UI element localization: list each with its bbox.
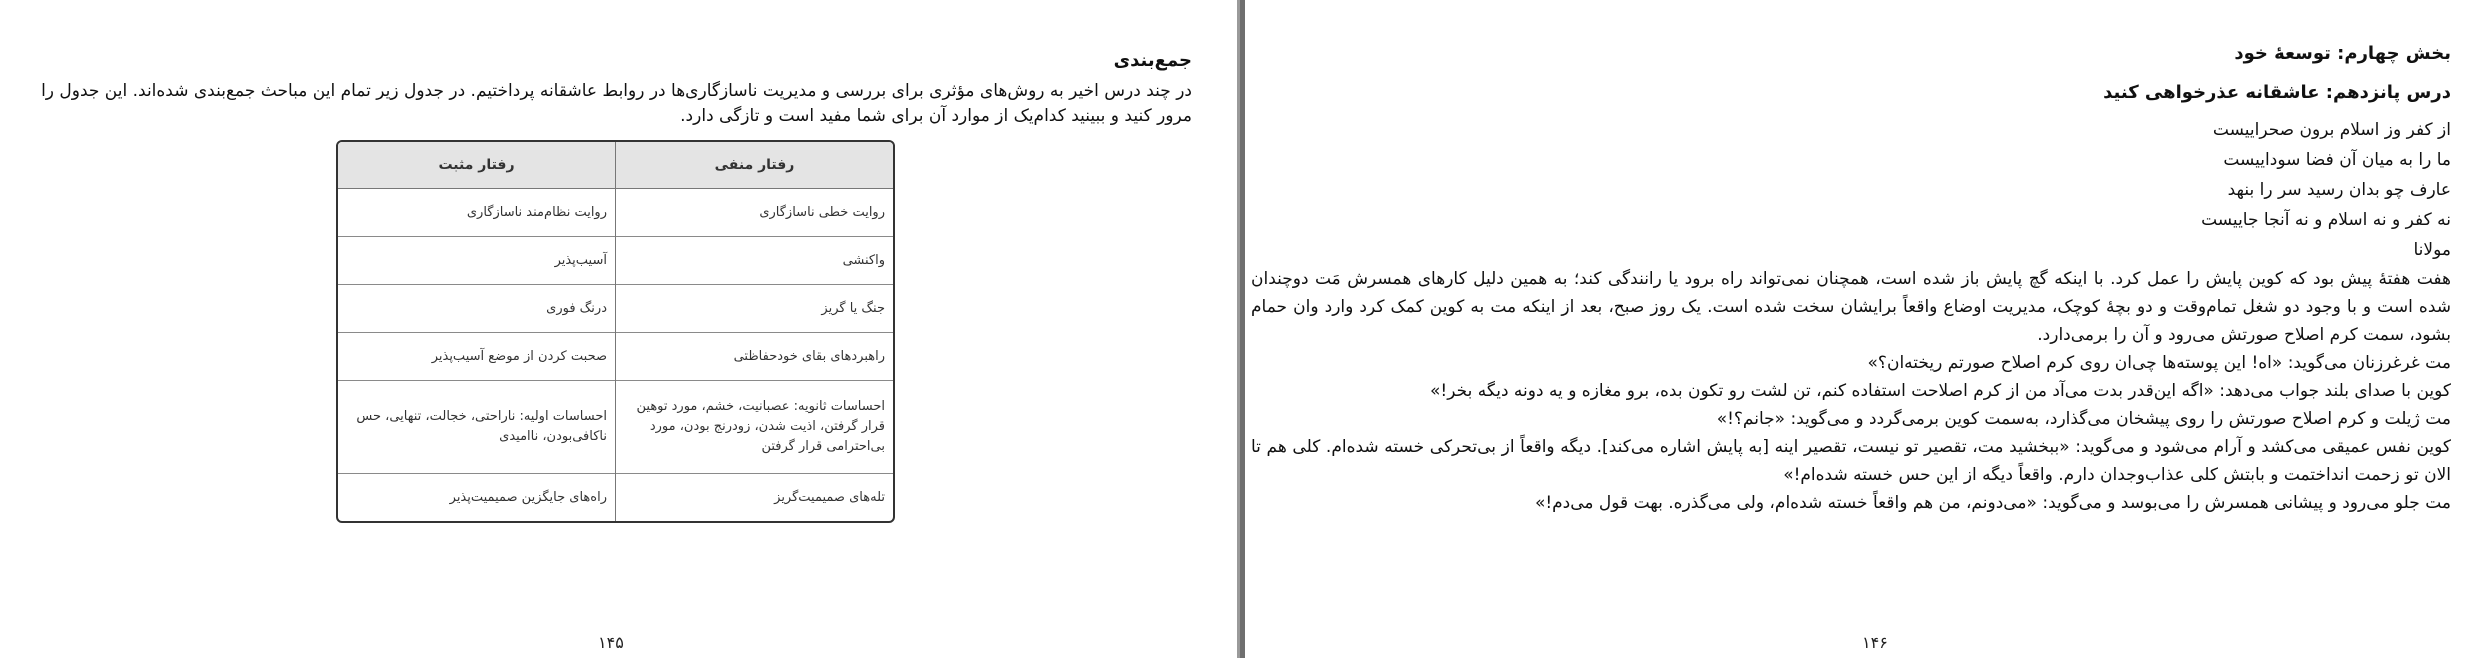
table-row xyxy=(338,285,893,333)
header-positive: رفتار مثبت xyxy=(338,142,616,189)
cell-negative: راهبردهای بقای خودحفاظتی xyxy=(616,333,894,381)
cell-negative: تله‌های صمیمیت‌گریز xyxy=(616,474,894,522)
story-paragraph: کوین با صدای بلند جواب می‌دهد: «اگه این‌قدر بدت می‌آد من از کرم اصلاحت استفاده کنم، تن لشت رو تکون بده، برو مغازه و یه دونه دیگه بخر!» xyxy=(1430,381,2451,401)
cell-positive: درنگ فوری xyxy=(338,285,616,333)
table-row xyxy=(338,381,893,474)
page-146 xyxy=(1245,0,2481,658)
cell-positive: صحبت کردن از موضع آسیب‌پذیر xyxy=(338,333,616,381)
poem xyxy=(1251,115,2451,265)
behavior-table xyxy=(336,140,895,523)
cell-negative: احساسات ثانویه: عصبانیت، خشم، مورد توهین قرار گرفتن، اذیت شدن، زودرنج بودن، مورد بی‌احترامی قرار گرفتن xyxy=(616,381,894,474)
summary-title: جمع‌بندی xyxy=(1113,50,1192,71)
page-145 xyxy=(0,0,1237,658)
story-paragraph: مت ژیلت و کرم اصلاح صورتش را روی پیشخان می‌گذارد، به‌سمت کوین برمی‌گردد و می‌گوید: «جانم؟!» xyxy=(1716,409,2451,429)
table-row xyxy=(338,237,893,285)
poem-author: مولانا xyxy=(2413,240,2451,260)
lesson-section xyxy=(1251,43,2451,517)
summary-section xyxy=(17,50,1192,129)
cell-positive: احساسات اولیه: ناراحتی، خجالت، تنهایی، حس ناکافی‌بودن، ناامیدی xyxy=(338,381,616,474)
cell-negative: واکنشی xyxy=(616,237,894,285)
cell-negative: روایت خطی ناسازگاری xyxy=(616,189,894,237)
cell-positive: آسیب‌پذیر xyxy=(338,237,616,285)
poem-line: عارف چو بدان رسید سر را بنهد xyxy=(2227,180,2451,200)
page-number-left: ۱۴۵ xyxy=(598,633,624,652)
poem-line: از کفر وز اسلام برون صحراییست xyxy=(2212,120,2451,140)
story-paragraph: مت غرغرزنان می‌گوید: «اه! این پوسته‌ها چی‌ان روی کرم اصلاح صورتم ریخته‌ان؟» xyxy=(1867,353,2451,373)
story-paragraph: مت جلو می‌رود و پیشانی همسرش را می‌بوسد و می‌گوید: «می‌دونم، من هم واقعاً خسته شده‌ام، ولی می‌گذره. بهت قول می‌دم!» xyxy=(1534,493,2451,513)
table-row xyxy=(338,474,893,522)
poem-line: ما را به میان آن فضا سوداییست xyxy=(2223,150,2451,170)
poem-line: نه کفر و نه اسلام و نه آنجا جاییست xyxy=(2201,210,2451,230)
summary-paragraph: در چند درس اخیر به روش‌های مؤثری برای بررسی و مدیریت ناسازگاری‌ها در روابط عاشقانه پرداختیم. در جدول زیر تمام این مباحث جمع‌بندی شده‌اند. این جدول را مرور کنید و ببینید کدام‌یک از موارد آن برای شما مفید است و تازگی دارد. xyxy=(41,81,1192,126)
lesson-title: درس پانزدهم: عاشقانه عذرخواهی کنید xyxy=(2103,82,2451,103)
page-number-right: ۱۴۶ xyxy=(1862,633,1888,652)
section-title: بخش چهارم: توسعهٔ خود xyxy=(2234,43,2451,64)
cell-negative: جنگ یا گریز xyxy=(616,285,894,333)
story-paragraph: هفت هفتهٔ پیش بود که کوین پایش را عمل کرد. با اینکه گچ پایش باز شده است، همچنان نمی‌تواند راه برود یا رانندگی کند؛ به همین دلیل کارهای همسرش مَت دوچندان شده است و با وجود دو شغل تمام‌وقت و دو بچهٔ کوچک، مدیریت اوضاع واقعاً برایشان سخت شده است. یک روز صبح، بعد از اینکه مت به کوین کمک کرد وارد وان حمام بشود، سمت کرم اصلاح صورتش می‌رود و آن را برمی‌دارد. xyxy=(1251,269,2451,345)
cell-positive: روایت نظام‌مند ناسازگاری xyxy=(338,189,616,237)
table-row xyxy=(338,333,893,381)
book-gutter xyxy=(1237,0,1245,658)
header-negative: رفتار منفی xyxy=(616,142,894,189)
cell-positive: راه‌های جایگزین صمیمیت‌پذیر xyxy=(338,474,616,522)
story-paragraph: کوین نفس عمیقی می‌کشد و آرام می‌شود و می‌گوید: «ببخشید مت، تقصیر تو نیست، تقصیر اینه [به پایش اشاره می‌کند]. دیگه واقعاً از بی‌تحرکی خسته شده‌ام. کلی هم تا الان تو زحمت انداختمت و بابتش کلی عذاب‌وجدان دارم. واقعاً دیگه از این حس خسته شده‌ام!» xyxy=(1251,437,2451,485)
table-header-row xyxy=(338,142,893,189)
table-row xyxy=(338,189,893,237)
story-body xyxy=(1251,265,2451,517)
